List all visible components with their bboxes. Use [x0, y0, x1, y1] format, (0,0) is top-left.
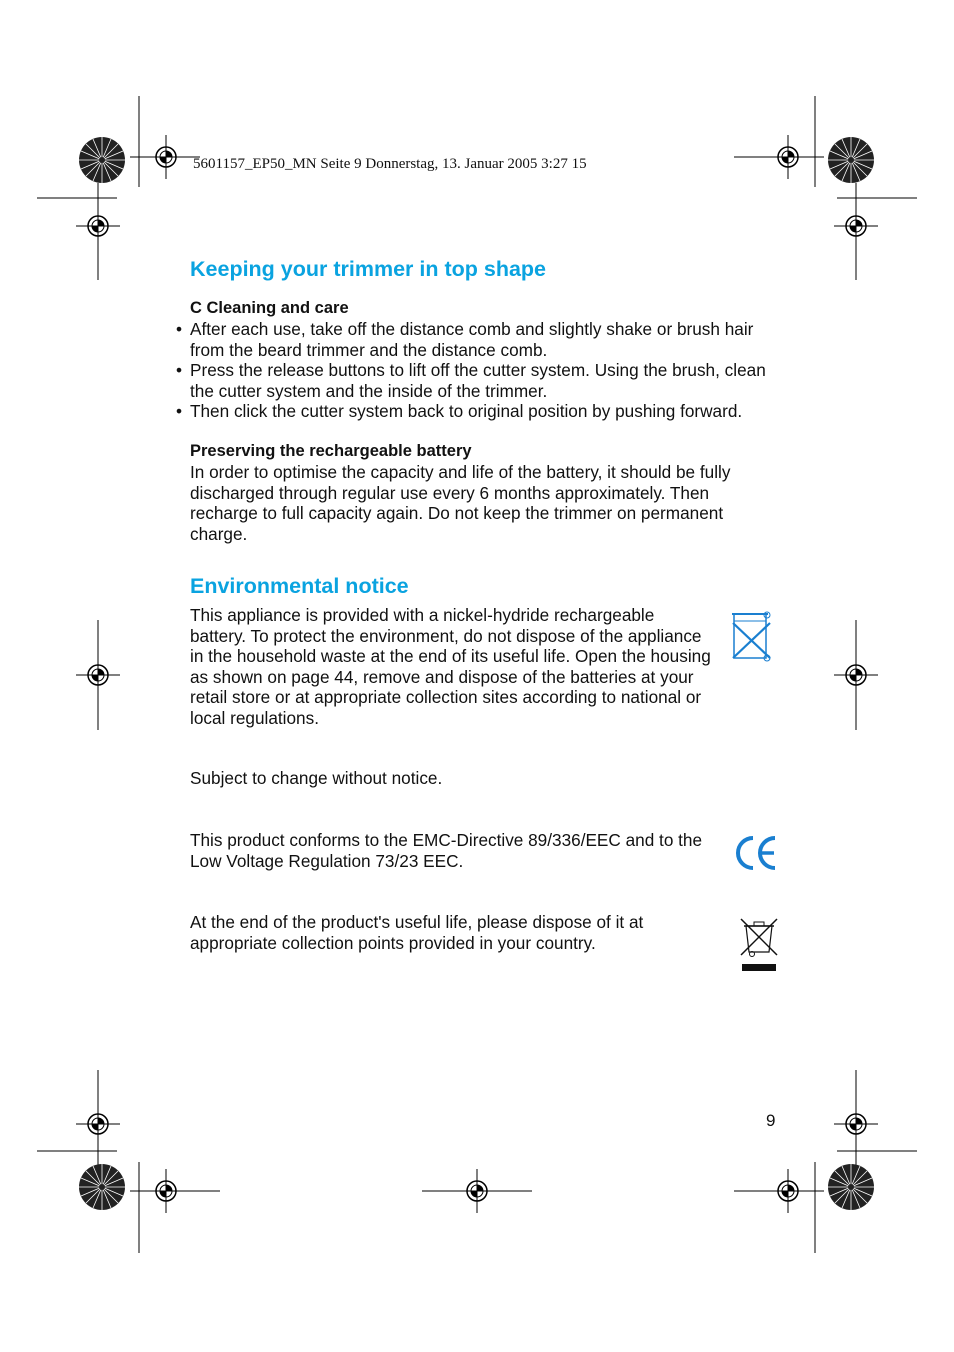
section-title-environment: Environmental notice [190, 574, 409, 598]
star-target [79, 137, 125, 183]
disposal-text: At the end of the product's useful life, please dispose of it at appropriate collection points provided in your country. [190, 912, 644, 953]
print-slug: 5601157_EP50_MN Seite 9 Donnerstag, 13. Januar 2005 3:27 15 [193, 156, 587, 172]
change-notice: Subject to change without notice. [190, 768, 443, 788]
page-number: 9 [766, 1111, 776, 1130]
list-item: • Then click the cutter system back to original position by pushing forward. [176, 401, 743, 421]
star-target [828, 1164, 874, 1210]
cleaning-list [176, 319, 785, 422]
battery-text: In order to optimise the capacity and life of the battery, it should be fully discharged through regular use every 6 months approximately. Then recharge to full capacity again. Do not keep the trimmer on permanent charge. [190, 462, 731, 544]
cleaning-heading: C Cleaning and care [190, 299, 349, 317]
star-target [79, 1164, 125, 1210]
weee-bin-icon [738, 916, 780, 974]
ce-mark-icon [734, 834, 778, 872]
section-title-care: Keeping your trimmer in top shape [190, 257, 546, 281]
battery-heading: Preserving the rechargeable battery [190, 442, 472, 460]
list-item: • After each use, take off the distance comb and slightly shake or brush hair from the beard trimmer and the distance comb. [176, 319, 754, 360]
conformity-text: This product conforms to the EMC-Directive 89/336/EEC and to the Low Voltage Regulation 73/23 EEC. [190, 830, 703, 871]
environment-text: This appliance is provided with a nickel-hydride rechargeable battery. To protect the environment, do not dispose of the appliance in the household waste at the end of its useful life. Open the housing as shown on page 44, remove and dispose of the batteries at your retail store or at appropriate collection sites according to national or local regulations. [190, 605, 711, 728]
list-item: • Press the release buttons to lift off the cutter system. Using the brush, clean the cutter system and the inside of the trimmer. [176, 360, 766, 401]
crossed-bin-icon [728, 608, 778, 666]
star-target [828, 137, 874, 183]
